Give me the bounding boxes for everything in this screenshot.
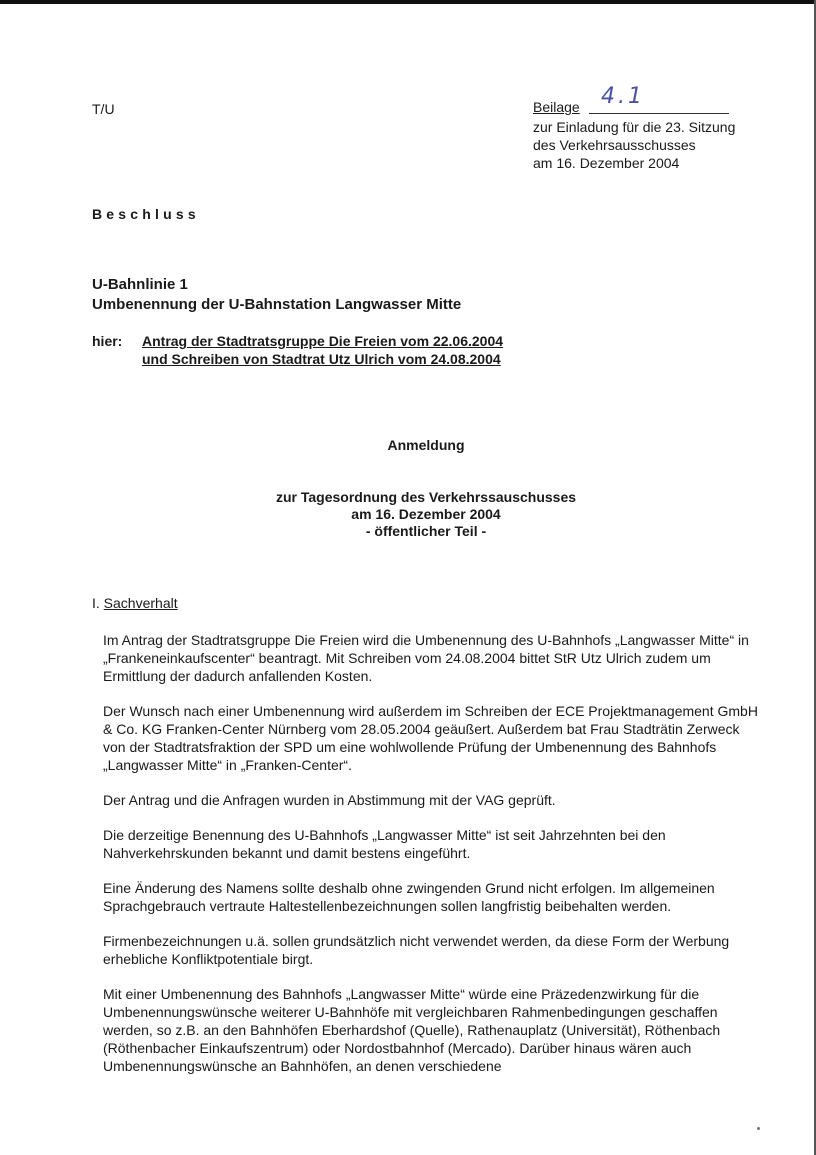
hier-lines — [142, 332, 503, 368]
hier-line-1: Antrag der Stadtratsgruppe Die Freien vom 22.06.2004 — [142, 333, 504, 349]
tagesordnung-line-3: - öffentlicher Teil - — [365, 523, 487, 539]
paragraph-3: Der Antrag und die Anfragen wurden in Abstimmung mit der VAG geprüft. — [103, 792, 556, 808]
subject-line-2: Umbenennung der U-Bahnstation Langwasser Mitte — [92, 296, 462, 313]
section-number: I. — [92, 595, 100, 611]
hier-line-2: und Schreiben von Stadtrat Utz Ulrich vom 24.08.2004 — [142, 351, 501, 367]
anmeldung-heading: Anmeldung — [387, 437, 465, 453]
section-title: Sachverhalt — [103, 595, 178, 611]
tagesordnung-line-2: am 16. Dezember 2004 — [351, 506, 501, 522]
hier-label: hier: — [92, 333, 123, 349]
paragraph-1: Im Antrag der Stadtratsgruppe Die Freien wird die Umbenennung des U-Bahnhofs „Langwasser Mitte“ in „Frankeneinkaufscenter“ beantragt. Mit Schreiben vom 24.08.2004 bittet StR Utz Ulrich zudem um Ermittlung der dadurch anfallenden Kosten. — [103, 632, 749, 684]
paragraph-6: Firmenbezeichnungen u.ä. sollen grundsätzlich nicht verwendet werden, da diese Form der Werbung erhebliche Konfliktpotentiale birgt. — [103, 933, 730, 967]
tagesordnung-block — [0, 489, 816, 540]
beilage-row — [533, 84, 773, 118]
paragraph-2: Der Wunsch nach einer Umbenennung wird außerdem im Schreiben der ECE Projektmanagement GmbH & Co. KG Franken-Center Nürnberg vom 28.05.2004 geäußert. Außerdem bat Frau Stadträtin Zerweck von der Stadtratsfraktion der SPD um eine wohlwollende Prüfung der Umbenennung des Bahnhofs „Langwasser Mitte“ in „Franken-Center“. — [103, 703, 758, 773]
document-heading: Beschluss — [92, 206, 200, 222]
paragraph-5: Eine Änderung des Namens sollte deshalb ohne zwingenden Grund nicht erfolgen. Im allgemeinen Sprachgebrauch vertraute Haltestellenbezeichnungen sollen langfristig beibehalten werden. — [103, 880, 715, 914]
subject-line-1: U-Bahnlinie 1 — [92, 276, 188, 293]
tagesordnung-line-1: zur Tagesordnung des Verkehrssauschusses — [275, 489, 577, 505]
beilage-block — [533, 84, 773, 172]
subject-block — [92, 275, 461, 315]
scan-speck — [757, 1127, 760, 1130]
body-text — [103, 631, 763, 1092]
beilage-handwritten-number: 4.1 — [601, 84, 645, 109]
beilage-underline — [589, 113, 729, 114]
paragraph-4: Die derzeitige Benennung des U-Bahnhofs „Langwasser Mitte“ ist seit Jahrzehnten bei den Nahverkehrskunden bekannt und damit bestens eingeführt. — [103, 827, 666, 861]
beilage-line-3: am 16. Dezember 2004 — [533, 155, 680, 171]
beilage-line-1: zur Einladung für die 23. Sitzung — [533, 119, 736, 135]
hier-block — [92, 332, 503, 368]
reference-code: T/U — [92, 101, 115, 117]
beilage-label: Beilage — [533, 99, 580, 115]
beilage-line-2: des Verkehrsausschusses — [533, 137, 696, 153]
paragraph-7: Mit einer Umbenennung des Bahnhofs „Langwasser Mitte“ würde eine Präzedenzwirkung für die Umbenennungswünsche weiterer U-Bahnhöfe mit vergleichbaren Rahmenbedingungen geschaffen werden, so z.B. an den Bahnhöfen Eberhardshof (Quelle), Rathenauplatz (Universität), Röthenbach (Röthenbacher Einkaufszentrum) oder Nordostbahnhof (Mercado). Darüber hinaus wären auch Umbenennungswünsche an Bahnhöfen, an denen verschiedene — [103, 986, 721, 1074]
section-heading — [92, 595, 178, 611]
scan-edge-top — [0, 0, 816, 4]
